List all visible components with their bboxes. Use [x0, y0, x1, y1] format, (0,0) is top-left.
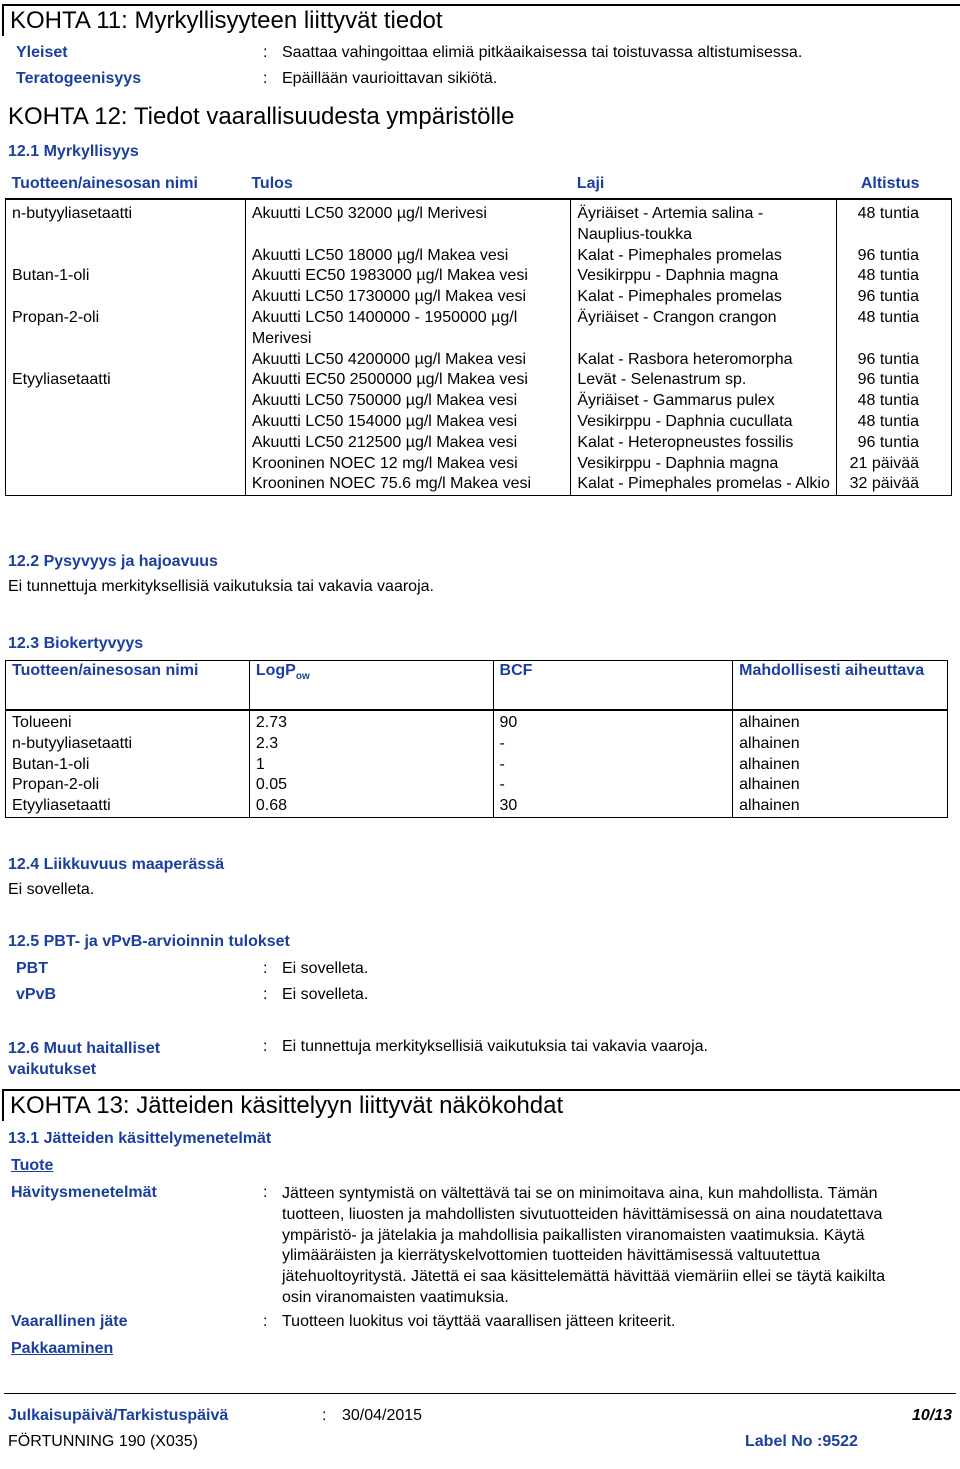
bio-cell-bcf: - [493, 734, 733, 755]
tox-cell-result: Akuutti LC50 1730000 µg/l Makea vesi [245, 287, 570, 308]
tox-cell-name: n-butyyliasetaatti [6, 199, 246, 246]
pbt-heading: 12.5 PBT- ja vPvB-arvioinnin tulokset [8, 933, 290, 950]
bioaccumulation-row [6, 734, 948, 755]
tox-cell-species: Kalat - Pimephales promelas - Alkio [571, 474, 837, 495]
tox-header-name: Tuotteen/ainesosan nimi [6, 170, 246, 199]
bio-cell-potential: alhainen [733, 710, 948, 734]
colon: : [263, 1184, 268, 1201]
bioaccumulation-row [6, 710, 948, 734]
disposal-line: jätehuoltoyritystä. Jätettä ei saa käsittelemättä hävittää viemäriin ellei se täytä kaikilta [282, 1268, 885, 1286]
tox-cell-name [6, 433, 246, 454]
bioaccumulation-row [6, 775, 948, 796]
other-effects-heading-line2: vaikutukset [8, 1061, 97, 1078]
tox-cell-result: Akuutti EC50 2500000 µg/l Makea vesi [245, 370, 570, 391]
disposal-line: tuotteen, liuosten ja mahdollisten sivutuotteiden hävittämisessä on aina noudatettava [282, 1205, 883, 1223]
tox-cell-species: Äyriäiset - Crangon crangon [571, 308, 837, 350]
bio-cell-name: n-butyyliasetaatti [6, 734, 250, 755]
tox-cell-result: Akuutti EC50 1983000 µg/l Makea vesi [245, 266, 570, 287]
tox-cell-result: Akuutti LC50 154000 µg/l Makea vesi [245, 412, 570, 433]
footer-date-label: Julkaisupäivä/Tarkistuspäivä [8, 1407, 229, 1424]
section-13-title: KOHTA 13: Jätteiden käsittelyyn liittyvät näkökohdat [2, 1089, 960, 1121]
bio-cell-potential: alhainen [733, 775, 948, 796]
tox-cell-species: Levät - Selenastrum sp. [571, 370, 837, 391]
tox-cell-result: Krooninen NOEC 12 mg/l Makea vesi [245, 454, 570, 475]
disposal-text [282, 1184, 952, 1309]
footer-product-name: FÖRTUNNING 190 (X035) [8, 1433, 198, 1450]
bio-cell-bcf: 90 [493, 710, 733, 734]
hazardous-waste-value: Tuotteen luokitus voi täyttää vaarallisen jätteen kriteerit. [282, 1313, 676, 1330]
bio-cell-bcf: 30 [493, 796, 733, 817]
tox-header-species: Laji [571, 170, 837, 199]
toxicity-row [6, 454, 952, 475]
toxicity-table [5, 170, 952, 496]
tox-cell-result: Akuutti LC50 32000 µg/l Merivesi [245, 199, 570, 246]
bioaccumulation-heading: 12.3 Biokertyvyys [8, 635, 144, 652]
tox-cell-result: Akuutti LC50 18000 µg/l Makea vesi [245, 246, 570, 267]
tox-cell-exposure: 48 tuntia [837, 308, 952, 350]
pbt-value: Ei sovelleta. [282, 960, 369, 977]
bioaccumulation-table [5, 660, 948, 818]
bio-cell-logp: 2.3 [249, 734, 493, 755]
packaging-label: Pakkaaminen [11, 1340, 114, 1357]
toxicity-row [6, 199, 952, 246]
tox-cell-species: Kalat - Rasbora heteromorpha [571, 350, 837, 371]
other-effects-heading-line1: 12.6 Muut haitalliset [8, 1040, 161, 1057]
colon: : [263, 1038, 268, 1055]
bio-header-row [6, 661, 948, 711]
tox-cell-name [6, 350, 246, 371]
tox-cell-name [6, 391, 246, 412]
tox-cell-name [6, 246, 246, 267]
tox-cell-exposure: 32 päivää [837, 474, 952, 495]
footer-page-number: 10/13 [911, 1407, 952, 1424]
bio-cell-bcf: - [493, 775, 733, 796]
bio-cell-potential: alhainen [733, 796, 948, 817]
bioaccumulation-row [6, 796, 948, 817]
toxicity-row [6, 246, 952, 267]
bio-header-potential: Mahdollisesti aiheuttava [733, 661, 948, 711]
tox-cell-result: Akuutti LC50 212500 µg/l Makea vesi [245, 433, 570, 454]
vpvb-label: vPvB [16, 986, 57, 1003]
colon: : [263, 960, 268, 977]
tox-cell-exposure: 48 tuntia [837, 199, 952, 246]
tox-cell-exposure: 48 tuntia [837, 391, 952, 412]
vpvb-value: Ei sovelleta. [282, 986, 369, 1003]
tox-cell-exposure: 48 tuntia [837, 412, 952, 433]
toxicity-row [6, 433, 952, 454]
tox-cell-exposure: 96 tuntia [837, 246, 952, 267]
section-12-title: KOHTA 12: Tiedot vaarallisuudesta ympäristölle [8, 103, 515, 130]
bio-cell-bcf: - [493, 755, 733, 776]
toxicity-heading: 12.1 Myrkyllisyys [8, 143, 139, 160]
disposal-line: ympäristö- ja jätelakia ja mahdollisia paikallisten viranomaisten vaatimuksia. Käytä [282, 1226, 865, 1244]
tox-cell-exposure: 21 päivää [837, 454, 952, 475]
toxicity-row [6, 266, 952, 287]
tox-cell-species: Vesikirppu - Daphnia magna [571, 454, 837, 475]
mobility-heading: 12.4 Liikkuvuus maaperässä [8, 856, 225, 873]
other-effects-heading [8, 1038, 160, 1080]
bioaccumulation-row [6, 755, 948, 776]
disposal-label: Hävitysmenetelmät [11, 1184, 157, 1201]
toxicity-row [6, 350, 952, 371]
bio-cell-name: Tolueeni [6, 710, 250, 734]
tox-cell-result: Akuutti LC50 4200000 µg/l Makea vesi [245, 350, 570, 371]
bio-header-name: Tuotteen/ainesosan nimi [6, 661, 250, 711]
tox-cell-name: Butan-1-oli [6, 266, 246, 287]
mobility-text: Ei sovelleta. [8, 881, 95, 898]
toxicity-row [6, 287, 952, 308]
bio-cell-potential: alhainen [733, 755, 948, 776]
tox-cell-name: Propan-2-oli [6, 308, 246, 350]
logp-label: LogP [255, 662, 296, 679]
general-value: Saattaa vahingoittaa elimiä pitkäaikaisessa tai toistuvassa altistumisessa. [282, 44, 803, 61]
footer-divider [4, 1393, 956, 1394]
tox-cell-name [6, 287, 246, 308]
logp-subscript: ow [295, 671, 310, 683]
bio-header-logp [249, 661, 493, 711]
tox-cell-exposure: 96 tuntia [837, 350, 952, 371]
bio-cell-logp: 0.68 [249, 796, 493, 817]
tox-cell-exposure: 96 tuntia [837, 433, 952, 454]
tox-cell-name [6, 474, 246, 495]
tox-cell-name [6, 412, 246, 433]
colon: : [263, 1313, 268, 1330]
bio-cell-name: Propan-2-oli [6, 775, 250, 796]
footer-date-value: 30/04/2015 [342, 1407, 423, 1424]
bio-cell-logp: 1 [249, 755, 493, 776]
tox-cell-species: Kalat - Pimephales promelas [571, 246, 837, 267]
persistence-heading: 12.2 Pysyvyys ja hajoavuus [8, 553, 218, 570]
tox-cell-result: Krooninen NOEC 75.6 mg/l Makea vesi [245, 474, 570, 495]
product-label: Tuote [11, 1157, 54, 1174]
bio-cell-logp: 2.73 [249, 710, 493, 734]
tox-header-result: Tulos [245, 170, 570, 199]
disposal-line: ylimääräisten ja kierrätyskelvottomien tuotteiden hävittämisessä valtuutettua [282, 1247, 821, 1265]
tox-cell-species: Kalat - Pimephales promelas [571, 287, 837, 308]
bio-header-bcf: BCF [493, 661, 733, 711]
tox-cell-result: Akuutti LC50 1400000 - 1950000 µg/l Merivesi [245, 308, 570, 350]
teratogenicity-label: Teratogeenisyys [16, 70, 142, 87]
tox-cell-species: Kalat - Heteropneustes fossilis [571, 433, 837, 454]
footer-label-number: Label No :9522 [745, 1433, 858, 1450]
disposal-line: Jätteen syntymistä on vältettävä tai se on minimoitava aina, kun mahdollista. Tämän [282, 1185, 878, 1202]
tox-cell-exposure: 96 tuntia [837, 287, 952, 308]
waste-methods-heading: 13.1 Jätteiden käsittelymenetelmät [8, 1130, 272, 1147]
toxicity-row [6, 308, 952, 350]
section-11-title: KOHTA 11: Myrkyllisyyteen liittyvät tiedot [2, 4, 960, 36]
toxicity-header-row [6, 170, 952, 199]
general-label: Yleiset [16, 44, 68, 61]
colon: : [263, 986, 268, 1003]
tox-header-exposure: Altistus [837, 170, 952, 199]
teratogenicity-value: Epäillään vaurioittavan sikiötä. [282, 70, 498, 87]
tox-cell-exposure: 48 tuntia [837, 266, 952, 287]
hazardous-waste-label: Vaarallinen jäte [11, 1313, 128, 1330]
tox-cell-species: Vesikirppu - Daphnia cucullata [571, 412, 837, 433]
tox-cell-name: Etyyliasetaatti [6, 370, 246, 391]
colon: : [263, 44, 268, 61]
tox-cell-result: Akuutti LC50 750000 µg/l Makea vesi [245, 391, 570, 412]
tox-cell-species: Äyriäiset - Artemia salina - Nauplius-toukka [571, 199, 837, 246]
tox-cell-species: Vesikirppu - Daphnia magna [571, 266, 837, 287]
tox-cell-species: Äyriäiset - Gammarus pulex [571, 391, 837, 412]
toxicity-row [6, 412, 952, 433]
colon: : [322, 1407, 327, 1424]
bio-cell-name: Butan-1-oli [6, 755, 250, 776]
tox-cell-exposure: 96 tuntia [837, 370, 952, 391]
other-effects-value: Ei tunnettuja merkityksellisiä vaikutuksia tai vakavia vaaroja. [282, 1038, 708, 1055]
toxicity-row [6, 391, 952, 412]
toxicity-row [6, 474, 952, 495]
bio-cell-potential: alhainen [733, 734, 948, 755]
disposal-line: osin viranomaisten vaatimuksia. [282, 1288, 509, 1306]
toxicity-row [6, 370, 952, 391]
pbt-label: PBT [16, 960, 48, 977]
bio-cell-logp: 0.05 [249, 775, 493, 796]
persistence-text: Ei tunnettuja merkityksellisiä vaikutuksia tai vakavia vaaroja. [8, 578, 434, 595]
bio-cell-name: Etyyliasetaatti [6, 796, 250, 817]
tox-cell-name [6, 454, 246, 475]
colon: : [263, 70, 268, 87]
